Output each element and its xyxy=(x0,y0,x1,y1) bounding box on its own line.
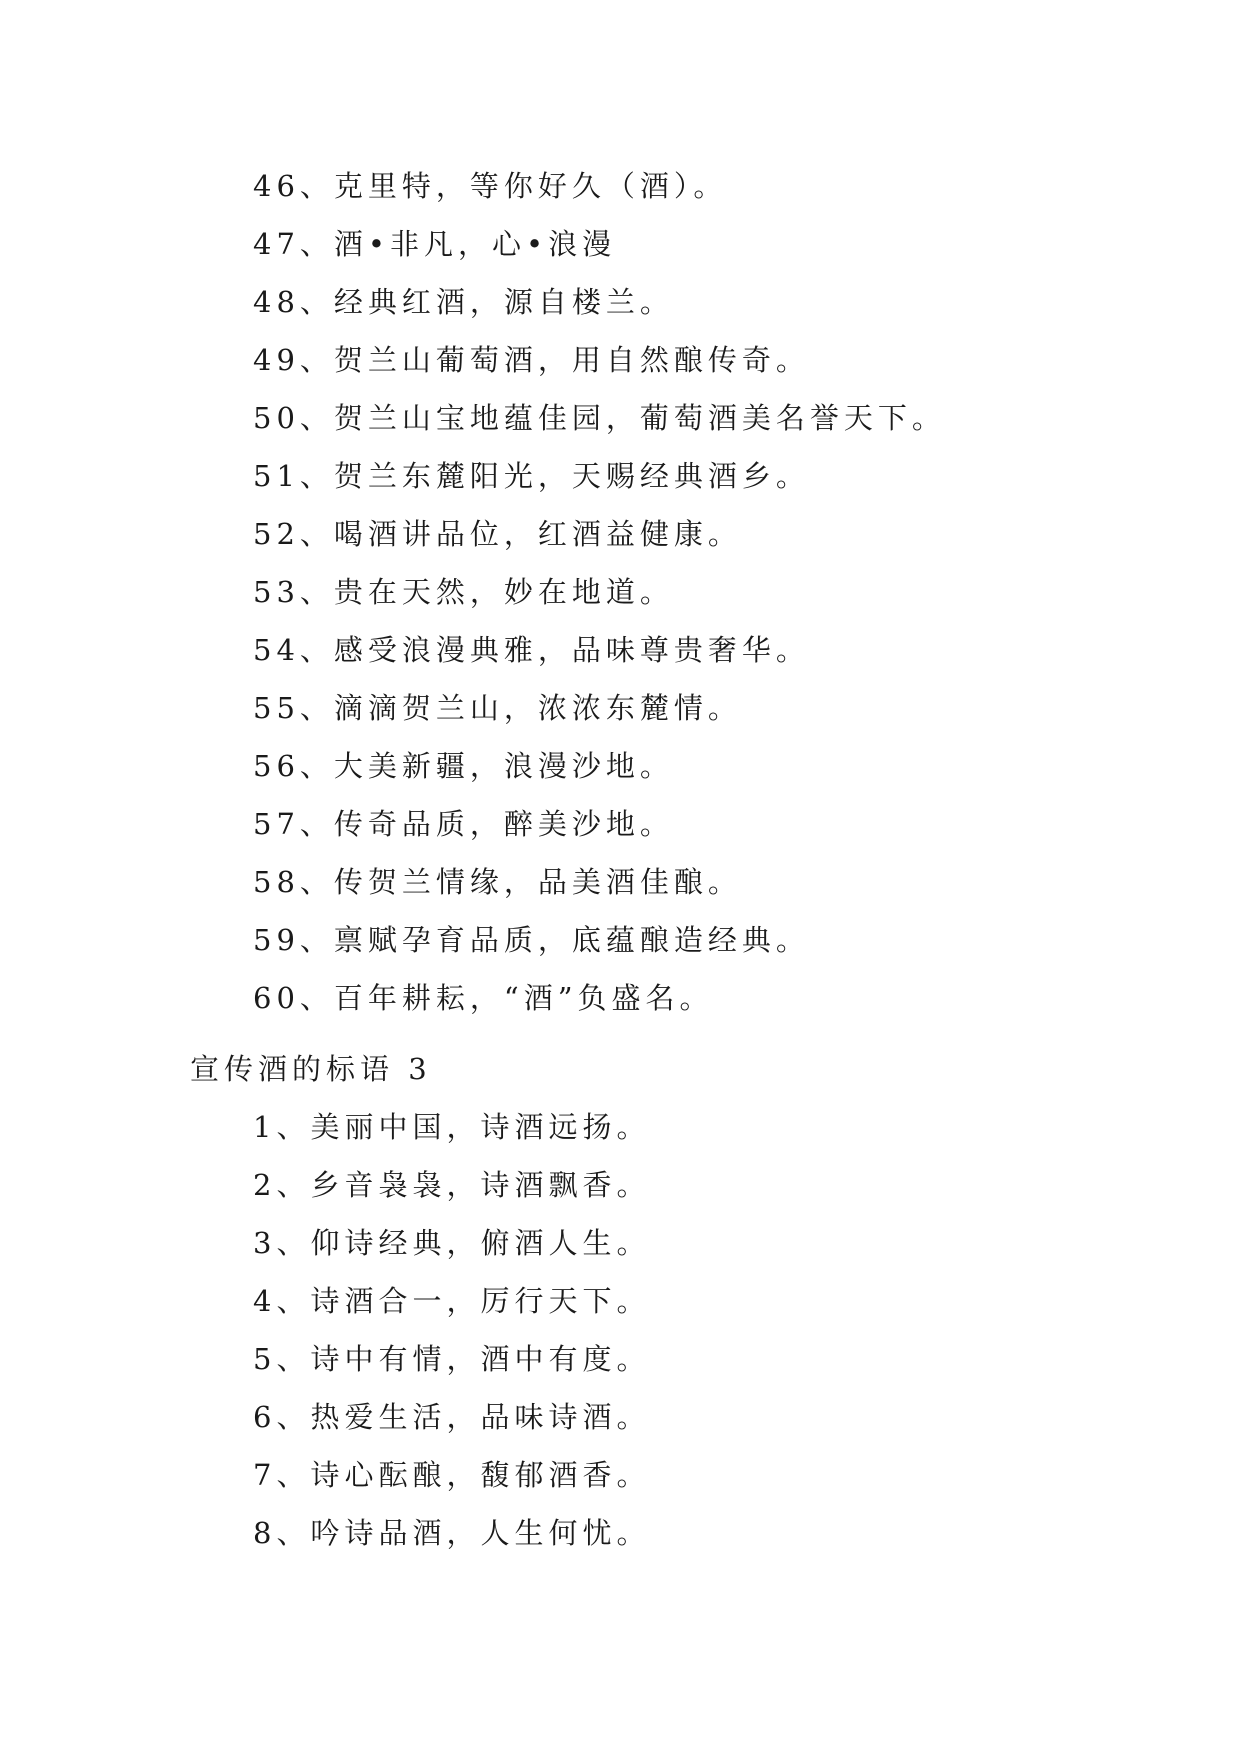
list-item: 60、百年耕耘，“酒”负盛名。 xyxy=(253,981,714,1015)
list-item: 8、吟诗品酒，人生何忧。 xyxy=(253,1516,651,1550)
list-item: 57、传奇品质，醉美沙地。 xyxy=(253,807,674,841)
list-item: 56、大美新疆，浪漫沙地。 xyxy=(253,749,674,783)
list-item: 7、诗心酝酿，馥郁酒香。 xyxy=(253,1458,651,1492)
list-item: 55、滴滴贺兰山，浓浓东麓情。 xyxy=(253,691,742,725)
list-item: 50、贺兰山宝地蕴佳园，葡萄酒美名誉天下。 xyxy=(253,401,946,435)
list-item: 3、仰诗经典，俯酒人生。 xyxy=(253,1226,651,1260)
list-item: 52、喝酒讲品位，红酒益健康。 xyxy=(253,517,742,551)
slogan-list xyxy=(253,1098,650,1562)
list-item: 46、克里特，等你好久（酒）。 xyxy=(253,169,728,203)
list-item: 54、感受浪漫典雅，品味尊贵奢华。 xyxy=(253,633,810,667)
list-item: 1、美丽中国，诗酒远扬。 xyxy=(253,1110,651,1144)
list-item: 59、禀赋孕育品质，底蕴酿造经典。 xyxy=(253,923,810,957)
list-item: 49、贺兰山葡萄酒，用自然酿传奇。 xyxy=(253,343,810,377)
list-item: 48、经典红酒，源自楼兰。 xyxy=(253,285,674,319)
list-item: 2、乡音袅袅，诗酒飘香。 xyxy=(253,1168,651,1202)
slogan-list-continued xyxy=(253,157,946,1027)
section-heading: 宣传酒的标语 3 xyxy=(190,1052,432,1086)
list-item: 53、贵在天然，妙在地道。 xyxy=(253,575,674,609)
list-item: 6、热爱生活，品味诗酒。 xyxy=(253,1400,651,1434)
list-item: 47、酒•非凡，心•浪漫 xyxy=(253,227,617,261)
list-item: 5、诗中有情，酒中有度。 xyxy=(253,1342,651,1376)
list-item: 58、传贺兰情缘，品美酒佳酿。 xyxy=(253,865,742,899)
list-item: 51、贺兰东麓阳光，天赐经典酒乡。 xyxy=(253,459,810,493)
list-item: 4、诗酒合一，厉行天下。 xyxy=(253,1284,651,1318)
